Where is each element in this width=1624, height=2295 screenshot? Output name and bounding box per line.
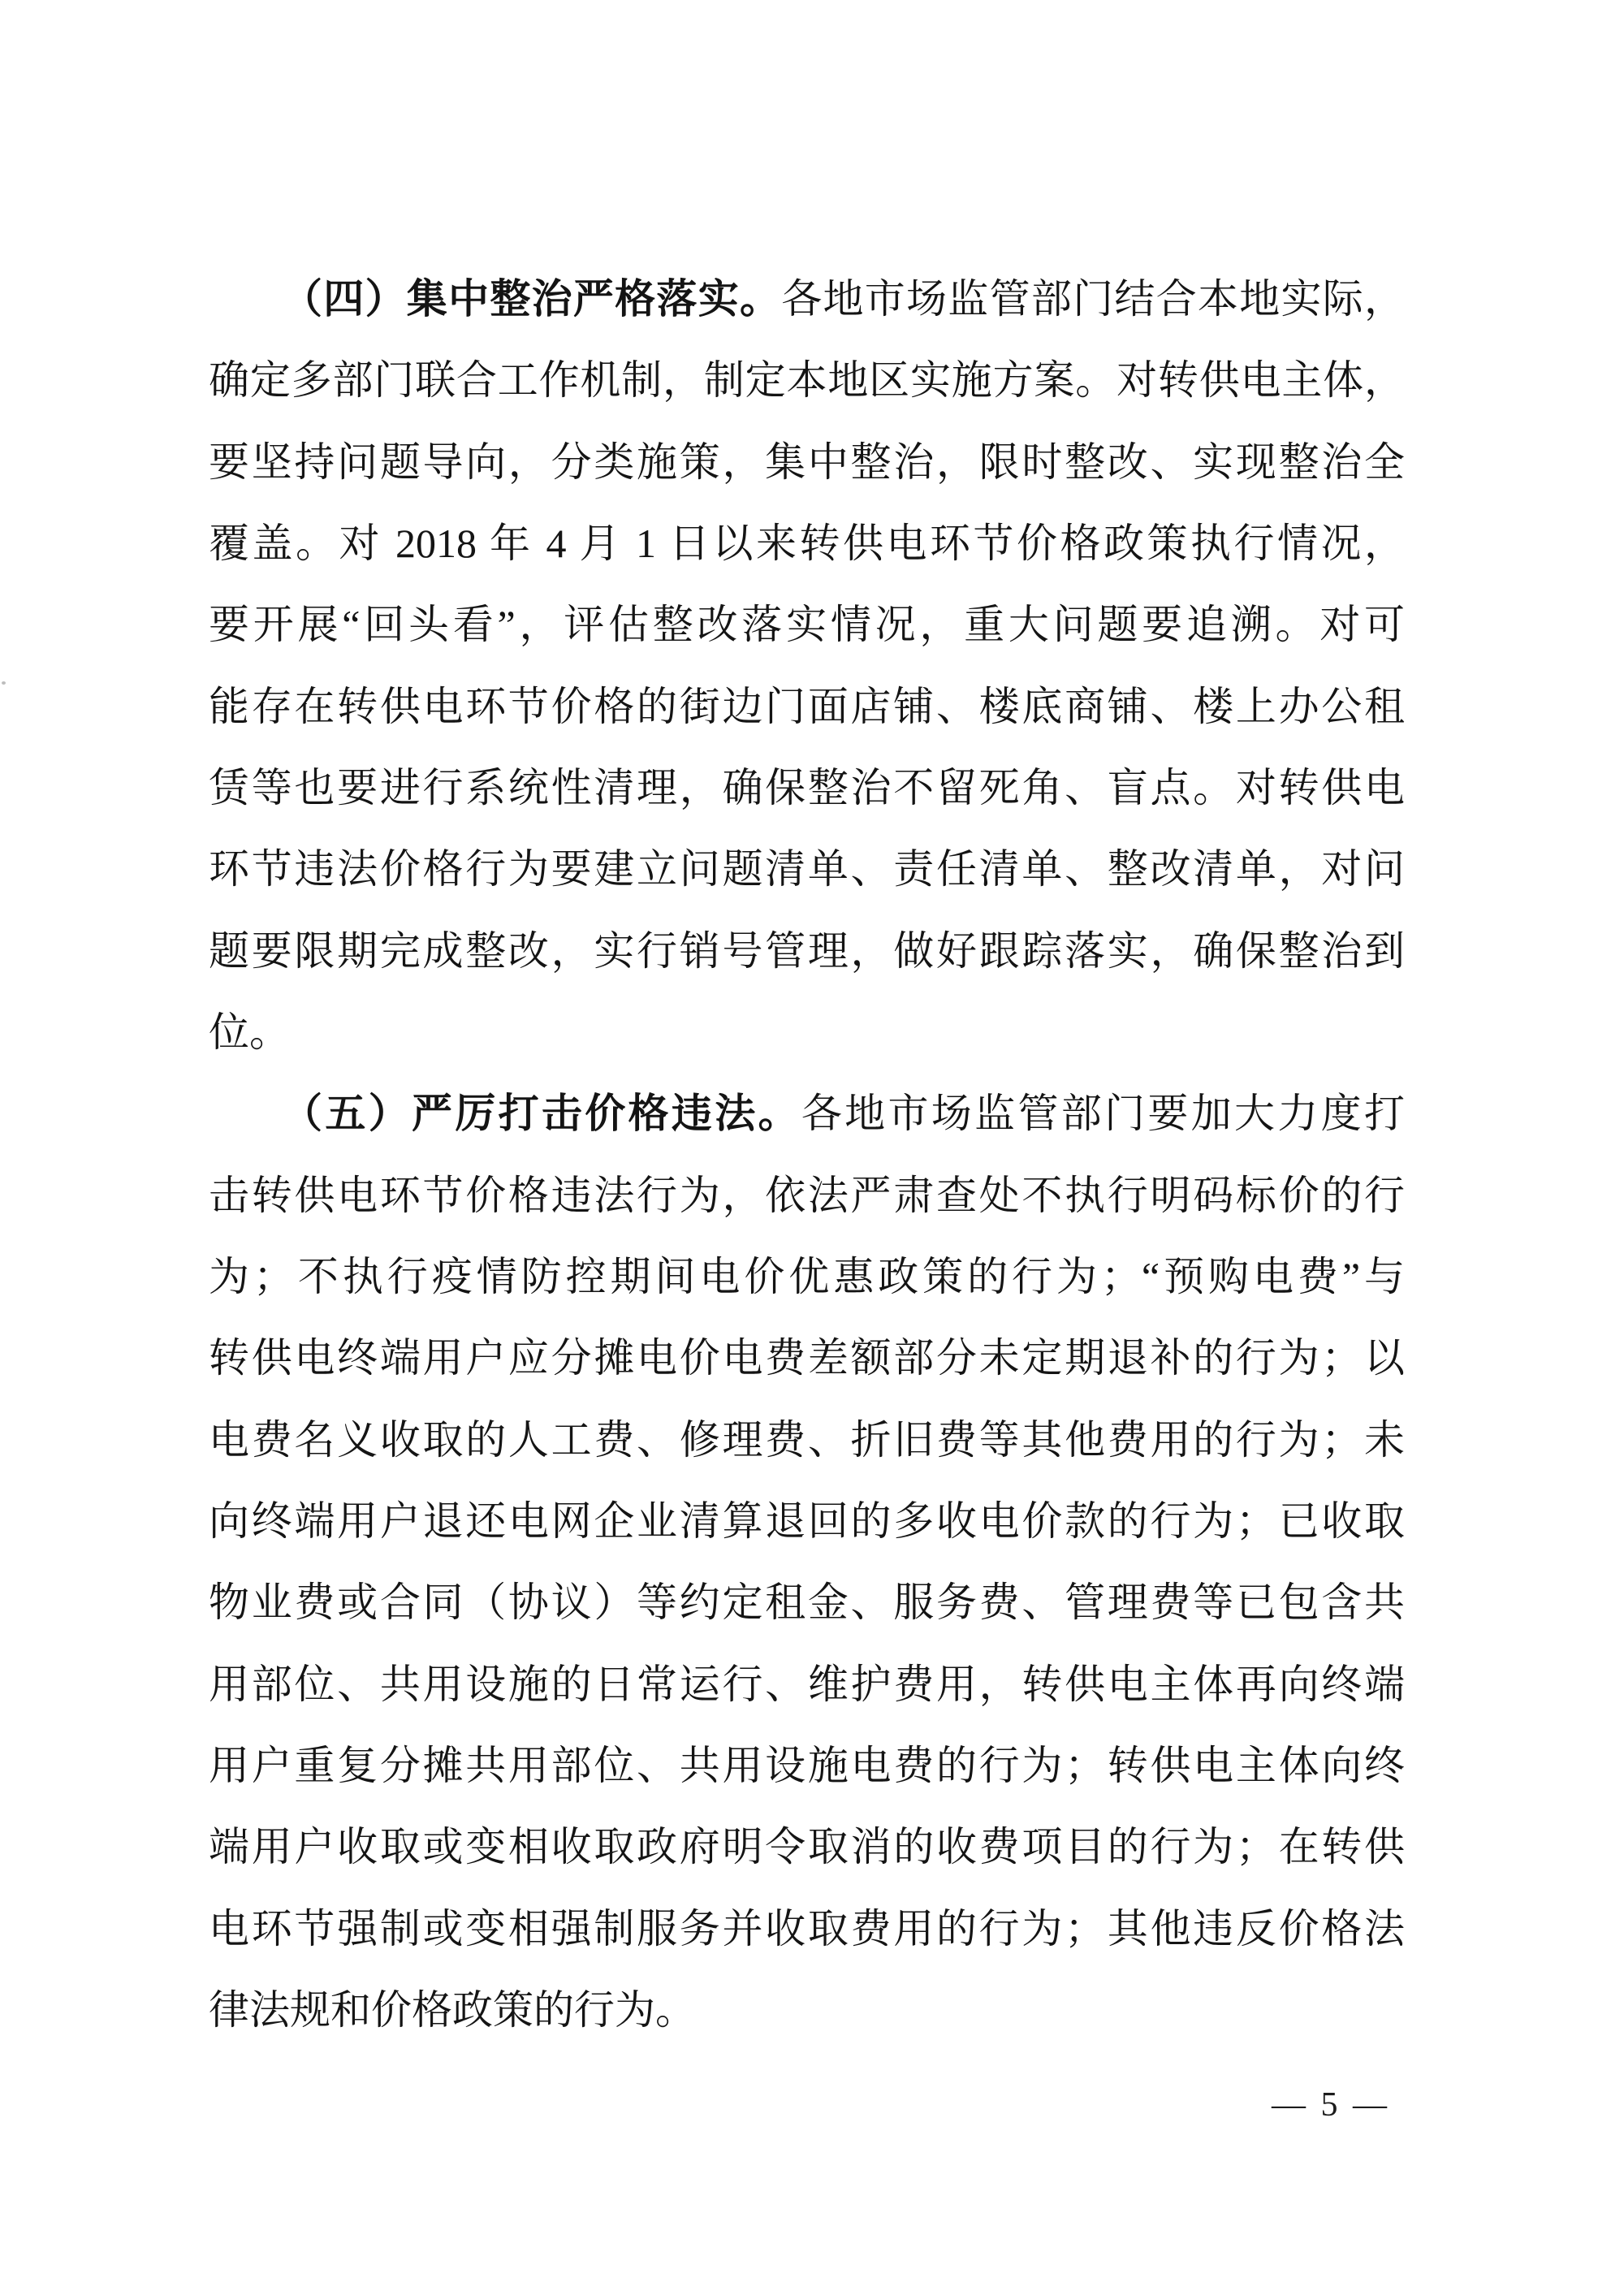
- text-line: 用户重复分摊共用部位、共用设施电费的行为；转供电主体向终: [209, 1742, 1405, 1788]
- text-line: 击转供电环节价格违法行为，依法严肃查处不执行明码标价的行: [209, 1172, 1405, 1218]
- text-line: 用部位、共用设施的日常运行、维护费用，转供电主体再向终端: [209, 1661, 1405, 1707]
- text-line: 转供电终端用户应分摊电价电费差额部分未定期退补的行为；以: [209, 1335, 1405, 1381]
- text-line: 题要限期完成整改，实行销号管理，做好跟踪落实，确保整治到: [209, 927, 1405, 974]
- text-line: 要坚持问题导向，分类施策，集中整治，限时整改、实现整治全: [209, 439, 1405, 485]
- text-line: 环节违法价格行为要建立问题清单、责任清单、整改清单，对问: [209, 846, 1405, 892]
- page-number: — 5 —: [1272, 2086, 1390, 2124]
- section-heading-5: （五）严厉打击价格违法。: [282, 1091, 801, 1137]
- text-line: 覆盖。对 2018 年 4 月 1 日以来转供电环节价格政策执行情况，: [209, 520, 1405, 566]
- text-line: 为；不执行疫情防控期间电价优惠政策的行为；“预购电费”与: [209, 1253, 1405, 1299]
- text-line: 位。: [209, 1009, 290, 1055]
- text-line: 赁等也要进行系统性清理，确保整治不留死角、盲点。对转供电: [209, 764, 1405, 810]
- section-heading-4: （四）集中整治严格落实。: [282, 276, 782, 322]
- text-line: 律法规和价格政策的行为。: [209, 1986, 696, 2033]
- text-line: （四）集中整治严格落实。各地市场监管部门结合本地实际，: [282, 276, 1405, 322]
- text-line: 物业费或合同（协议）等约定租金、服务费、管理费等已包含共: [209, 1580, 1405, 1626]
- text-line: 要开展“回头看”，评估整改落实情况，重大问题要追溯。对可: [209, 602, 1405, 648]
- text-line: 确定多部门联合工作机制，制定本地区实施方案。对转供电主体，: [209, 357, 1405, 404]
- scan-speck: [2, 681, 6, 685]
- text-line: 端用户收取或变相收取政府明令取消的收费项目的行为；在转供: [209, 1824, 1405, 1870]
- text-line: 电环节强制或变相强制服务并收取费用的行为；其他违反价格法: [209, 1905, 1405, 1951]
- text-line: 向终端用户退还电网企业清算退回的多收电价款的行为；已收取: [209, 1498, 1405, 1544]
- text-line: 能存在转供电环节价格的街边门面店铺、楼底商铺、楼上办公租: [209, 683, 1405, 729]
- text-line: （五）严厉打击价格违法。各地市场监管部门要加大力度打: [282, 1091, 1405, 1137]
- text-line: 电费名义收取的人工费、修理费、折旧费等其他费用的行为；未: [209, 1416, 1405, 1463]
- document-text-block: [209, 258, 1405, 2051]
